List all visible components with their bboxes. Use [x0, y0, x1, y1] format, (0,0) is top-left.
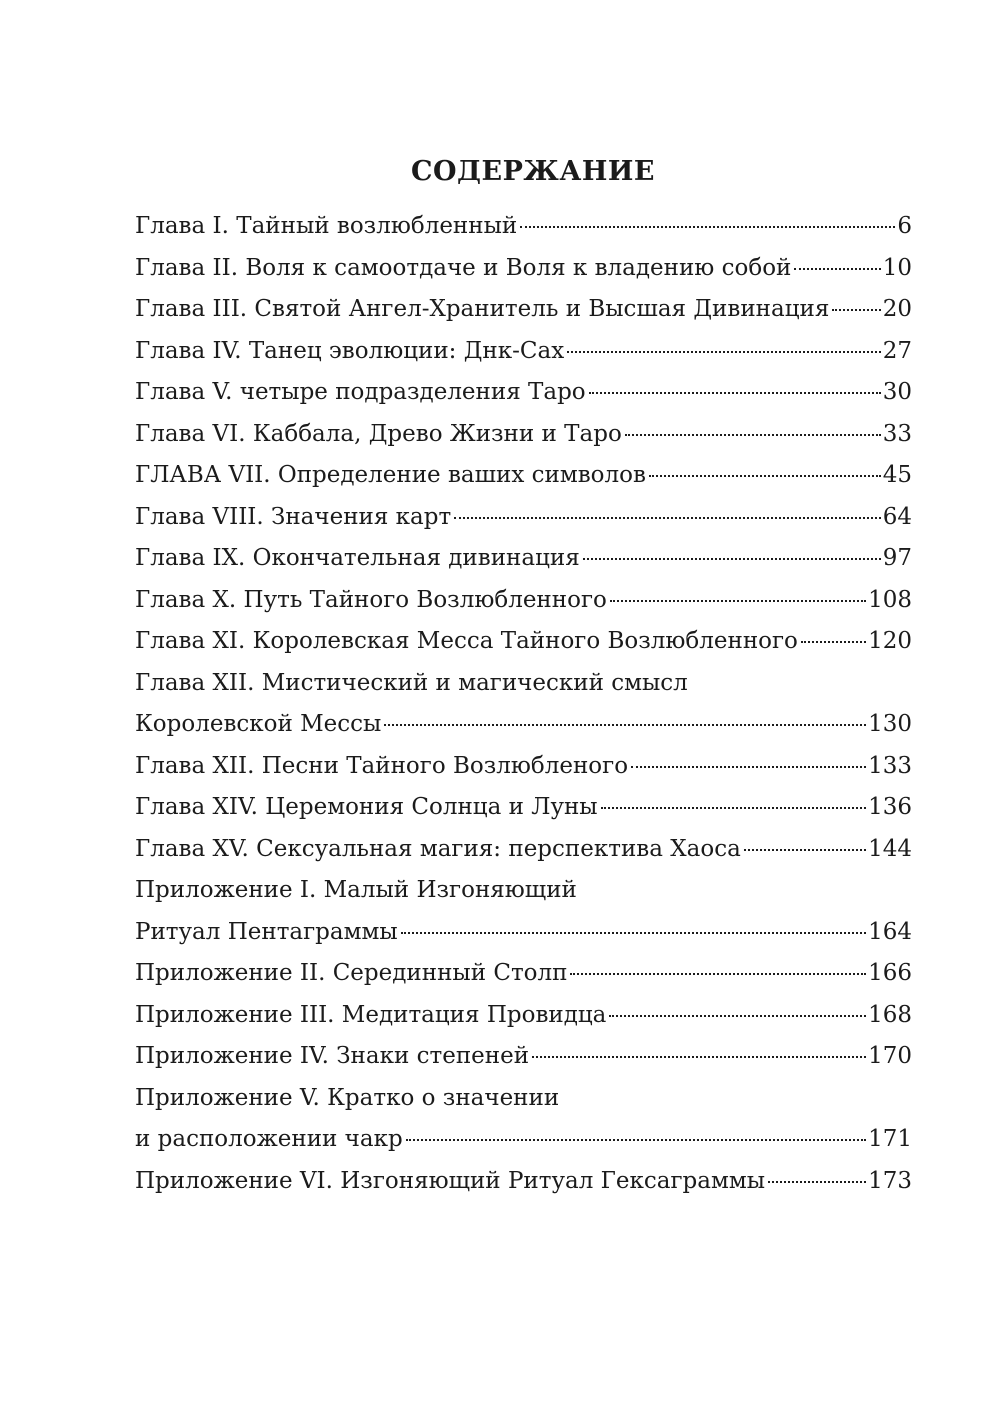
page-number: 64 [882, 503, 912, 530]
page-number: 130 [868, 711, 912, 737]
toc-entry [135, 621, 912, 663]
page-number: 97 [882, 545, 912, 571]
toc-entry-line [135, 455, 912, 497]
dot-leader [406, 1139, 866, 1141]
dot-leader [384, 724, 866, 726]
page-number: 33 [882, 420, 912, 447]
page-number: 120 [868, 628, 912, 654]
entry-title: Глава XII. Песни Тайного Возлюбленого [135, 752, 629, 779]
page-number: 170 [868, 1043, 912, 1069]
toc-entry [135, 1036, 912, 1078]
toc-entry-line [135, 331, 912, 373]
page-number: 164 [868, 918, 912, 945]
page-number: 45 [882, 462, 912, 488]
toc-entry-line [135, 912, 912, 954]
toc-entry [135, 953, 912, 995]
toc-entry-line [135, 206, 912, 248]
dot-leader [589, 392, 881, 394]
dot-leader [832, 309, 880, 311]
entry-title: Приложение II. Серединный Столп [135, 960, 568, 986]
page-number: 166 [868, 960, 912, 986]
entry-title: Глава VI. Каббала, Древо Жизни и Таро [135, 420, 622, 447]
toc-entry-line [135, 1078, 912, 1120]
entry-title: Глава V. четыре подразделения Таро [135, 379, 586, 405]
toc-entry-line [135, 1161, 912, 1203]
toc-entry [135, 289, 912, 331]
entry-title: Глава XI. Королевская Месса Тайного Возлюбленного [135, 628, 798, 654]
entry-title: Приложение V. Кратко о значении [135, 1084, 560, 1111]
toc-entry-line [135, 704, 912, 746]
entry-title: Ритуал Пентаграммы [135, 918, 398, 945]
entry-title: Глава III. Святой Ангел-Хранитель и Высшая Дивинация [135, 296, 830, 322]
page-number: 173 [868, 1167, 912, 1194]
toc-entry [135, 995, 912, 1037]
page-number: 10 [882, 254, 912, 281]
page-number: 136 [868, 794, 912, 820]
page-number: 133 [868, 752, 912, 779]
entry-title: Глава XV. Сексуальная магия: перспектива Хаоса [135, 835, 741, 862]
entry-title: Глава IX. Окончательная дивинация [135, 545, 580, 571]
toc-entry-line [135, 746, 912, 788]
page-number: 144 [868, 835, 912, 862]
entry-title: ГЛАВА VII. Определение ваших символов [135, 462, 646, 488]
entry-title: Глава II. Воля к самоотдаче и Воля к владению собой [135, 254, 792, 281]
toc-entry-line [135, 248, 912, 290]
toc-entry-line [135, 372, 912, 414]
toc-entry-line [135, 538, 912, 580]
toc-entry [135, 829, 912, 871]
toc-entry [135, 455, 912, 497]
table-of-contents [135, 206, 912, 1202]
toc-entry-line [135, 829, 912, 871]
page-number: 6 [897, 213, 912, 239]
toc-entry [135, 206, 912, 248]
toc-entry [135, 538, 912, 580]
entry-title: Приложение III. Медитация Провидца [135, 1001, 607, 1028]
toc-entry [135, 787, 912, 829]
entry-title: Глава XIV. Церемония Солнца и Луны [135, 794, 598, 820]
toc-entry [135, 1161, 912, 1203]
toc-entry-line [135, 995, 912, 1037]
dot-leader [610, 600, 866, 602]
toc-entry [135, 580, 912, 622]
toc-entry [135, 663, 912, 746]
dot-leader [625, 434, 881, 436]
toc-entry-line [135, 621, 912, 663]
page-number: 168 [868, 1001, 912, 1028]
toc-entry [135, 331, 912, 373]
dot-leader [768, 1181, 866, 1183]
dot-leader [532, 1056, 866, 1058]
toc-entry-line [135, 414, 912, 456]
toc-entry [135, 746, 912, 788]
dot-leader [601, 807, 866, 809]
dot-leader [631, 766, 866, 768]
entry-title: Глава I. Тайный возлюбленный [135, 213, 518, 239]
entry-title: Приложение IV. Знаки степеней [135, 1043, 530, 1069]
toc-entry-line [135, 870, 912, 912]
toc-entry [135, 1078, 912, 1161]
page-number: 30 [882, 379, 912, 405]
dot-leader [520, 226, 895, 228]
dot-leader [570, 973, 866, 975]
page-number: 20 [882, 296, 912, 322]
toc-entry-line [135, 1036, 912, 1078]
dot-leader [801, 641, 866, 643]
toc-entry [135, 497, 912, 539]
toc-entry-line [135, 663, 912, 705]
toc-entry-line [135, 497, 912, 539]
toc-entry [135, 248, 912, 290]
toc-entry-line [135, 1119, 912, 1161]
entry-title: Глава XII. Мистический и магический смысл [135, 669, 688, 696]
dot-leader [454, 517, 881, 519]
entry-title: Приложение I. Малый Изгоняющий [135, 877, 577, 903]
page-number: 171 [868, 1126, 912, 1152]
page-number: 27 [882, 337, 912, 364]
toc-entry-line [135, 953, 912, 995]
dot-leader [401, 932, 866, 934]
entry-title: Глава VIII. Значения карт [135, 503, 452, 530]
entry-title: и расположении чакр [135, 1126, 403, 1152]
entry-title: Глава IV. Танец эволюции: Днк-Сах [135, 337, 565, 364]
entry-title: Королевской Мессы [135, 711, 382, 737]
dot-leader [583, 558, 881, 560]
entry-title: Глава X. Путь Тайного Возлюбленного [135, 586, 607, 613]
toc-entry-line [135, 289, 912, 331]
toc-entry-line [135, 787, 912, 829]
page-title: СОДЕРЖАНИЕ [411, 156, 655, 188]
dot-leader [649, 475, 881, 477]
dot-leader [744, 849, 866, 851]
page-number: 108 [868, 586, 912, 613]
dot-leader [609, 1015, 866, 1017]
toc-entry [135, 414, 912, 456]
toc-entry-line [135, 580, 912, 622]
toc-entry [135, 870, 912, 953]
entry-title: Приложение VI. Изгоняющий Ритуал Гексаграммы [135, 1167, 766, 1194]
dot-leader [794, 268, 880, 270]
dot-leader [567, 351, 881, 353]
toc-entry [135, 372, 912, 414]
